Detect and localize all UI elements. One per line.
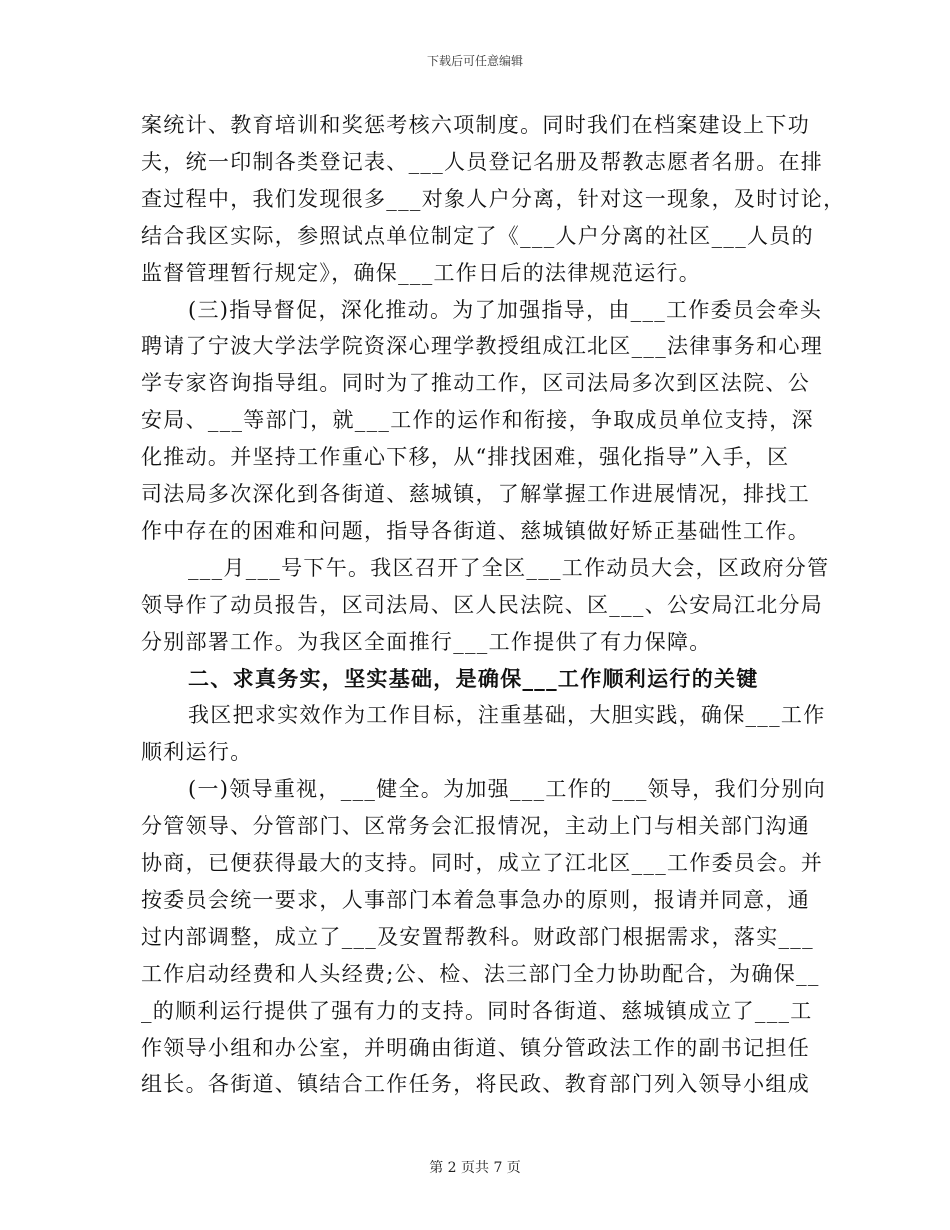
text-line: 安局、___等部门，就___工作的运作和衔接，争取成员单位支持，深 [141, 408, 814, 433]
text-line: 领导作了动员报告，区司法局、区人民法院、区___、公安局江北分局 [141, 592, 824, 617]
page-header: 下载后可任意编辑 [426, 54, 523, 68]
page-number: 第 2 页共 7 页 [429, 1160, 521, 1176]
text-line: 分别部署工作。为我区全面推行___工作提供了有力保障。 [141, 629, 712, 654]
text-line: 作中存在的困难和问题，指导各街道、慈城镇做好矫正基础性工作。 [141, 518, 810, 543]
text-line: 结合我区实际，参照试点单位制定了《___人户分离的社区___人员的 [141, 223, 814, 248]
text-line: (一)领导重视，___健全。为加强___工作的___领导，我们分别向 [188, 777, 827, 802]
text-line: 工作启动经费和人头经费;公、检、法三部门全力协助配合，为确保__ [141, 961, 820, 986]
section-heading: 二、求真务实，坚实基础，是确保___工作顺利运行的关键 [188, 665, 759, 691]
text-line: 夫，统一印制各类登记表、___人员登记名册及帮教志愿者名册。在排 [141, 149, 824, 174]
text-line: _的顺利运行提供了强有力的支持。同时各街道、慈城镇成立了___工 [141, 998, 813, 1023]
text-line: 聘请了宁波大学法学院资深心理学教授组成江北区___法律事务和心理 [141, 334, 824, 359]
text-line: 监督管理暂行规定》，确保___工作日后的法律规范运行。 [141, 260, 702, 285]
text-line: 我区把求实效作为工作目标，注重基础，大胆实践，确保___工作 [188, 703, 826, 728]
text-line: 过内部调整，成立了___及安置帮教科。财政部门根据需求，落实___ [141, 924, 814, 949]
text-line: 查过程中，我们发现很多___对象人户分离，针对这一现象，及时讨论， [141, 186, 846, 211]
text-line: 学专家咨询指导组。同时为了推动工作，区司法局多次到区法院、公 [141, 371, 810, 396]
text-line: 作领导小组和办公室，并明确由街道、镇分管政法工作的副书记担任 [141, 1035, 810, 1060]
text-line: 分管领导、分管部门、区常务会汇报情况，主动上门与相关部门沟通 [141, 814, 810, 839]
text-line: 案统计、教育培训和奖惩考核六项制度。同时我们在档案建设上下功 [141, 113, 810, 137]
text-line: 顺利运行。 [141, 740, 253, 765]
text-line: ___月___号下午。我区召开了全区___工作动员大会，区政府分管 [188, 555, 830, 580]
text-line: 司法局多次深化到各街道、慈城镇，了解掌握工作进展情况，排找工 [141, 482, 810, 506]
text-line: (三)指导督促，深化推动。为了加强指导，由___工作委员会牵头 [188, 297, 823, 322]
text-line: 化推动。并坚持工作重心下移，从“排找困难，强化指导”入手，区 [141, 445, 790, 470]
text-line: 协商，已便获得最大的支持。同时，成立了江北区___工作委员会。并 [141, 851, 824, 875]
text-line: 组长。各街道、镇结合工作任务，将民政、教育部门列入领导小组成 [141, 1072, 810, 1097]
text-line: 按委员会统一要求，人事部门本着急事急办的原则，报请并同意，通 [141, 887, 810, 912]
